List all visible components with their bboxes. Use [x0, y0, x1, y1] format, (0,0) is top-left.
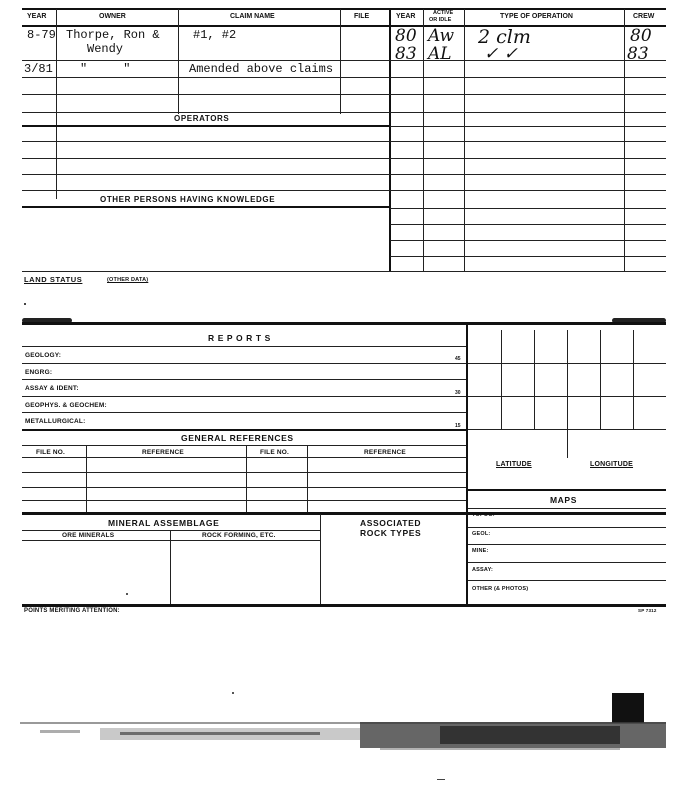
report-num-15: 15: [455, 423, 461, 429]
op-row-1-type: 2 clm: [478, 26, 531, 48]
rock-forming-label: ROCK FORMING, ETC.: [202, 532, 276, 539]
op-row-2-crew: 83: [627, 44, 649, 64]
ref-col-reference: REFERENCE: [142, 449, 184, 456]
points-meriting-attention: POINTS MERITING ATTENTION:: [24, 608, 120, 614]
operators-heading: OPERATORS: [174, 114, 230, 123]
col-active: ACTIVE: [433, 10, 454, 16]
latitude-label: LATITUDE: [496, 461, 532, 468]
col-claim-name: CLAIM NAME: [230, 13, 275, 20]
col-file: FILE: [354, 13, 370, 20]
report-geophys: GEOPHYS. & GEOCHEM:: [25, 402, 107, 409]
op-row-1-crew: 80: [630, 26, 652, 46]
op-row-2-year: 83: [395, 44, 417, 64]
associated-heading: ASSOCIATED: [360, 518, 422, 528]
owner-row-1-year: 8-79: [27, 28, 56, 42]
rock-types-heading: ROCK TYPES: [360, 528, 422, 538]
reports-heading: R E P O R T S: [208, 333, 271, 343]
ref-col-file-no: FILE NO.: [36, 449, 66, 456]
maps-mine: MINE:: [472, 548, 489, 554]
maps-other: OTHER (& PHOTOS): [472, 586, 529, 592]
owner-row-3-year: 3/81: [24, 62, 53, 76]
ref-col-file-no-2: FILE NO.: [260, 449, 290, 456]
owner-row-3-owner: " ": [80, 62, 131, 76]
maps-geol: GEOL:: [472, 531, 491, 537]
col-crew: CREW: [633, 13, 655, 20]
owner-row-1-owner: Thorpe, Ron &: [66, 28, 160, 42]
col-year-2: YEAR: [396, 13, 416, 20]
land-status-heading: LAND STATUS: [24, 275, 83, 284]
report-num-45: 45: [455, 356, 461, 362]
longitude-label: LONGITUDE: [590, 461, 634, 468]
mineral-assemblage-heading: MINERAL ASSEMBLAGE: [108, 518, 220, 528]
col-or-idle: OR IDLE: [429, 17, 452, 23]
owner-row-1-claim: #1, #2: [193, 28, 237, 42]
maps-assay: ASSAY:: [472, 567, 494, 573]
report-metallurgical: METALLURGICAL:: [25, 418, 86, 425]
report-engrg: ENGRG:: [25, 369, 53, 376]
op-row-1-year: 80: [395, 26, 417, 46]
op-row-2-status: AL: [428, 44, 452, 64]
ore-minerals-label: ORE MINERALS: [62, 532, 115, 539]
owner-row-2-owner: Wendy: [87, 42, 124, 56]
col-owner: OWNER: [99, 13, 126, 20]
report-num-30: 30: [455, 390, 461, 396]
op-row-1-status: Aw: [428, 26, 455, 46]
owner-row-3-claim: Amended above claims: [189, 62, 334, 76]
col-year: YEAR: [27, 13, 47, 20]
op-row-2-type: ✓ ✓: [484, 44, 518, 64]
maps-heading: MAPS: [550, 495, 577, 505]
report-assay: ASSAY & IDENT:: [25, 385, 79, 392]
col-type-of-operation: TYPE OF OPERATION: [500, 13, 573, 20]
maps-topog: TOPOG:: [472, 512, 495, 518]
ref-col-reference-2: REFERENCE: [364, 449, 406, 456]
report-geology: GEOLOGY:: [25, 352, 62, 359]
form-number: SP 7312: [638, 608, 657, 613]
land-status-sub: (OTHER DATA): [107, 277, 149, 283]
other-persons-heading: OTHER PERSONS HAVING KNOWLEDGE: [100, 195, 276, 204]
general-references-heading: GENERAL REFERENCES: [181, 433, 294, 443]
